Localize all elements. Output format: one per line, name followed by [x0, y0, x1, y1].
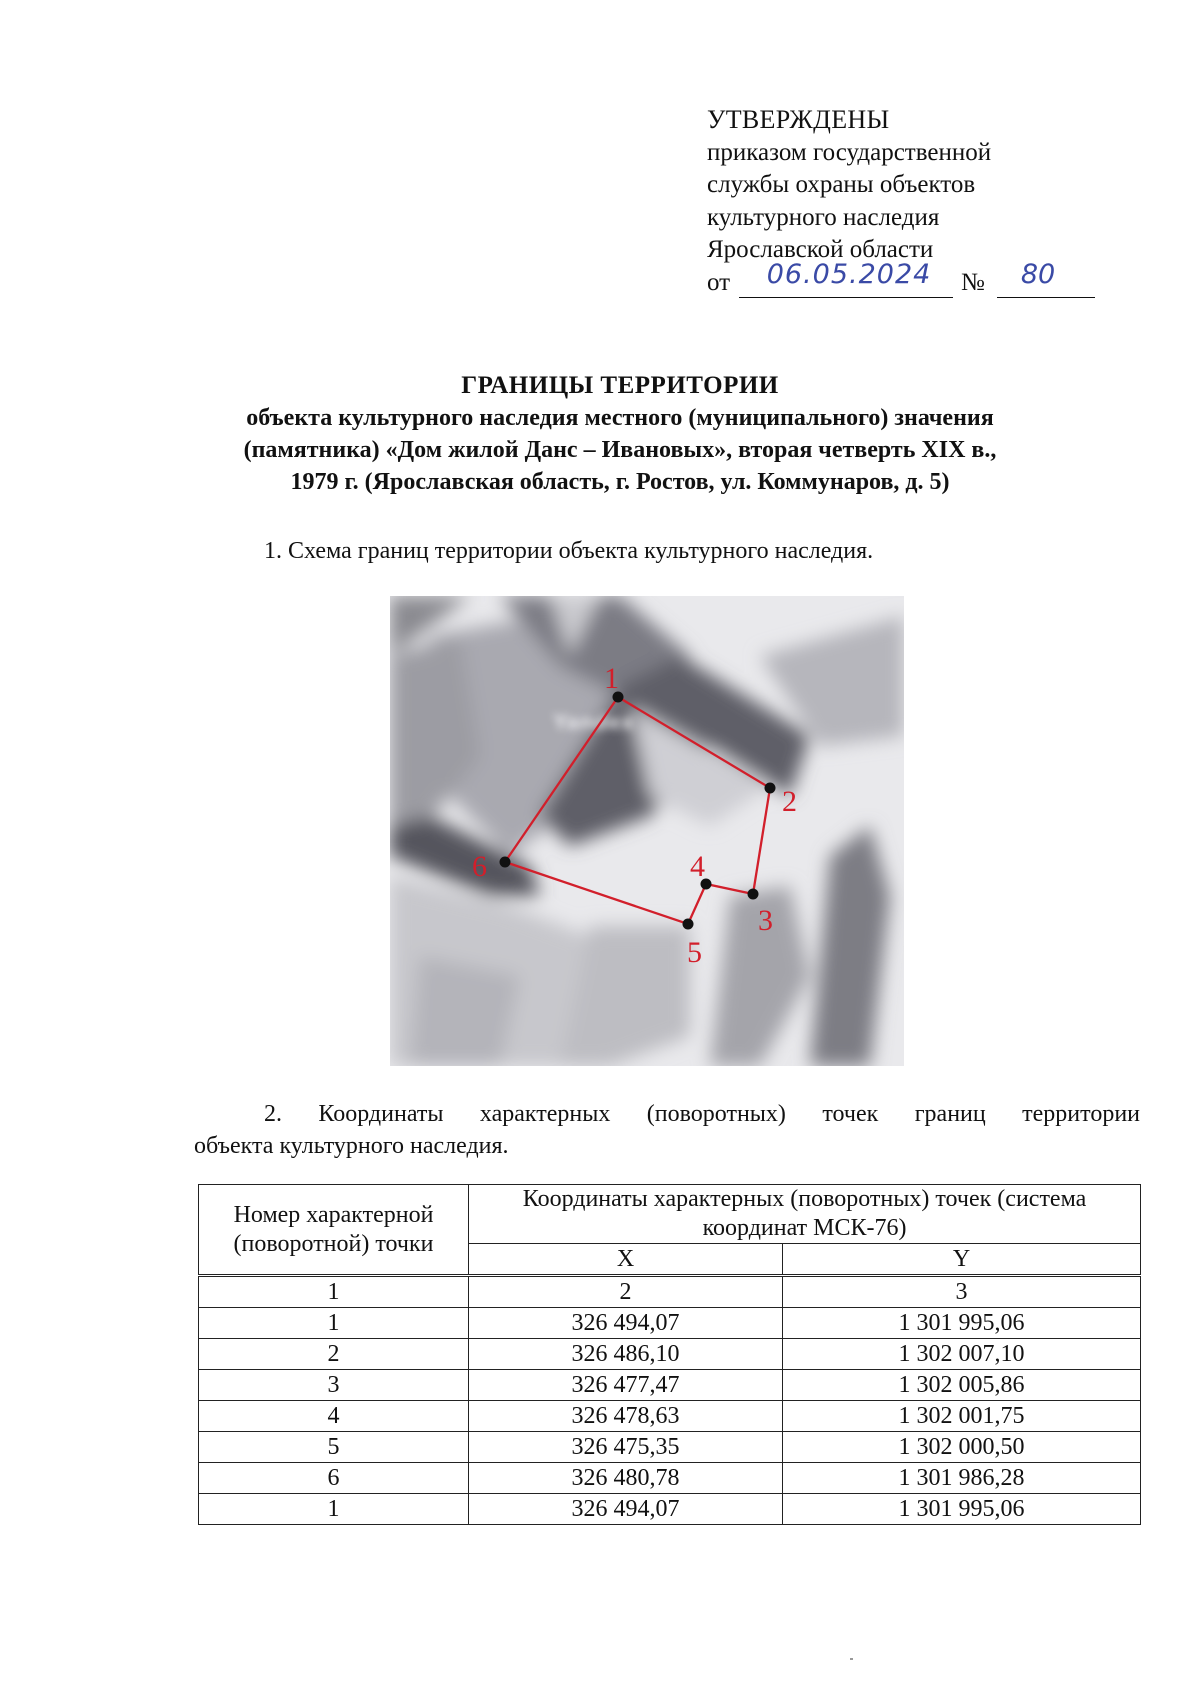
column-numbering-row [199, 1276, 1141, 1308]
point-label-1: 1 [604, 662, 619, 695]
table-row [199, 1370, 1141, 1401]
row-point: 4 [199, 1401, 469, 1432]
row-y: 1 301 995,06 [783, 1494, 1141, 1525]
number-underline [997, 297, 1095, 298]
document-title [190, 370, 1050, 498]
coordinates-table [198, 1184, 1141, 1525]
boundary-point-5 [683, 919, 694, 930]
date-underline [739, 297, 953, 298]
table-row [199, 1494, 1141, 1525]
table-row [199, 1432, 1141, 1463]
row-y: 1 301 995,06 [783, 1308, 1141, 1339]
section-2-line-2: объекта культурного наследия. [194, 1133, 509, 1159]
point-label-5: 5 [687, 936, 702, 969]
table-row [199, 1308, 1141, 1339]
section-2-line-1: 2. Координаты характерных (поворотных) точек границ территории [264, 1101, 1140, 1127]
table-row [199, 1339, 1141, 1370]
row-y: 1 302 001,75 [783, 1401, 1141, 1432]
column-number-3: 3 [783, 1276, 1141, 1308]
title-sub-line-3: 1979 г. (Ярославская область, г. Ростов, ул. Коммунаров, д. 5) [290, 469, 950, 495]
row-point: 2 [199, 1339, 469, 1370]
row-y: 1 302 005,86 [783, 1370, 1141, 1401]
point-label-2: 2 [782, 785, 797, 818]
yandex-watermark: Yandex [553, 710, 635, 734]
table-row [199, 1463, 1141, 1494]
row-point: 3 [199, 1370, 469, 1401]
row-x: 326 475,35 [469, 1432, 783, 1463]
number-sign: № [961, 268, 985, 296]
row-point: 1 [199, 1494, 469, 1525]
table-row [199, 1401, 1141, 1432]
row-y: 1 302 007,10 [783, 1339, 1141, 1370]
boundary-point-2 [765, 783, 776, 794]
approval-line-3: культурного наследия [707, 203, 940, 231]
handwritten-number: 80 [1020, 258, 1056, 290]
row-point: 5 [199, 1432, 469, 1463]
boundary-point-6 [500, 857, 511, 868]
title-main: ГРАНИЦЫ ТЕРРИТОРИИ [461, 372, 779, 399]
row-x: 326 478,63 [469, 1401, 783, 1432]
title-sub-line-2: (памятника) «Дом жилой Данс – Ивановых», вторая четверть XIX в., [243, 437, 997, 463]
approval-stamp [707, 104, 1127, 301]
header-point-number: Номер характерной (поворотной) точки [199, 1185, 469, 1276]
approval-date-row [707, 258, 1127, 301]
approval-line-2: службы охраны объектов [707, 171, 976, 198]
point-label-6: 6 [472, 850, 487, 883]
section-1-heading: 1. Схема границ территории объекта культурного наследия. [264, 538, 874, 564]
date-prefix: от [707, 268, 731, 296]
point-label-3: 3 [758, 904, 773, 937]
row-x: 326 494,07 [469, 1308, 783, 1339]
row-y: 1 301 986,28 [783, 1463, 1141, 1494]
row-x: 326 494,07 [469, 1494, 783, 1525]
header-coordinates: Координаты характерных (поворотных) точек (система координат МСК-76) [469, 1185, 1141, 1244]
row-point: 1 [199, 1308, 469, 1339]
header-y: Y [783, 1244, 1141, 1276]
boundary-point-3 [748, 889, 759, 900]
approval-line-4: Ярославской области [707, 236, 934, 263]
row-x: 326 477,47 [469, 1370, 783, 1401]
column-number-2: 2 [469, 1276, 783, 1308]
approval-line-1: приказом государственной [707, 138, 992, 166]
row-y: 1 302 000,50 [783, 1432, 1141, 1463]
row-x: 326 480,78 [469, 1463, 783, 1494]
section-2-text [194, 1098, 1140, 1162]
scan-speck [850, 1658, 853, 1660]
approval-heading: УТВЕРЖДЕНЫ [707, 105, 890, 134]
header-x: X [469, 1244, 783, 1276]
boundary-scheme-map [390, 596, 904, 1066]
title-sub-line-1: объекта культурного наследия местного (муниципального) значения [246, 405, 994, 431]
handwritten-date: 06.05.2024 [766, 258, 932, 290]
row-x: 326 486,10 [469, 1339, 783, 1370]
column-number-1: 1 [199, 1276, 469, 1308]
row-point: 6 [199, 1463, 469, 1494]
point-label-4: 4 [690, 850, 705, 883]
